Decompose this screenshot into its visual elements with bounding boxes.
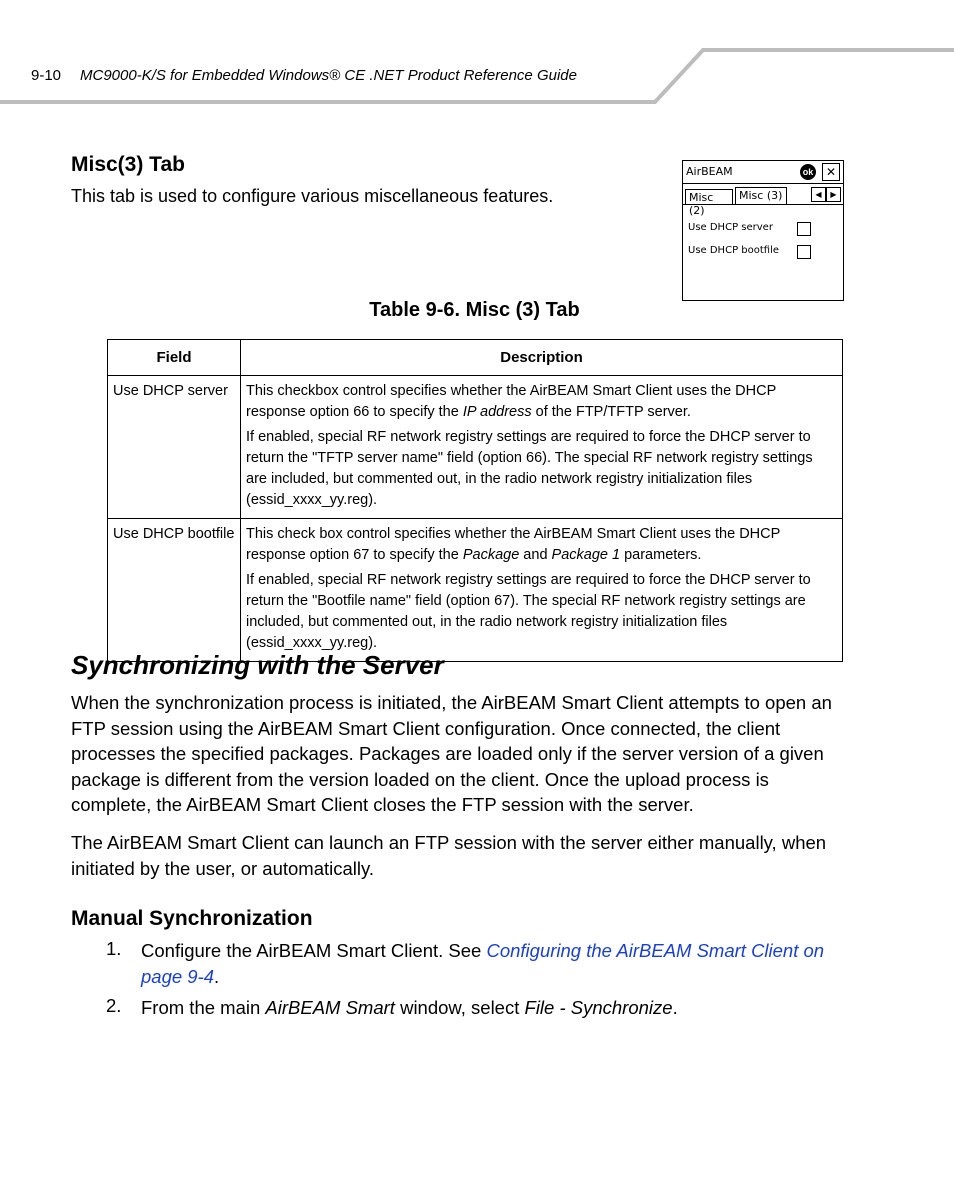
col-header-field: Field bbox=[108, 340, 241, 376]
field-cell: Use DHCP server bbox=[108, 376, 241, 519]
description-emphasis: IP address bbox=[462, 404, 532, 420]
step-text: . bbox=[214, 966, 220, 987]
step-1-number: 1. bbox=[106, 938, 122, 959]
sync-heading: Synchronizing with the Server bbox=[71, 650, 444, 680]
airbeam-misc3-screenshot bbox=[682, 160, 844, 301]
field-cell: Use DHCP bootfile bbox=[108, 519, 241, 662]
arrow-right-icon: ▶ bbox=[826, 187, 841, 202]
description-text: This check box control specifies whether the AirBEAM Smart Client uses the DHCP response option 67 to specify the bbox=[246, 526, 781, 563]
header-rule bbox=[0, 0, 954, 110]
screenshot-tab-misc3: Misc (3) bbox=[735, 187, 787, 204]
table-row bbox=[108, 519, 843, 662]
step-1-text bbox=[141, 938, 851, 990]
step-2-text bbox=[141, 995, 851, 1021]
manual-sync-heading: Manual Synchronization bbox=[71, 907, 313, 930]
guide-title: MC9000-K/S for Embedded Windows® CE .NET Product Reference Guide bbox=[80, 67, 577, 84]
description-paragraph: If enabled, special RF network registry settings are required to force the DHCP server to return the "Bootfile name" field (option 67). The special RF network registry settings are included, but commented out, in the radio network registry initialization files (essid_xxxx_yy.reg). bbox=[246, 572, 811, 651]
config-link[interactable]: Configuring the AirBEAM Smart Client on page 9-4 bbox=[141, 940, 825, 987]
description-emphasis: Package 1 bbox=[551, 547, 621, 563]
description-emphasis: Package bbox=[462, 547, 520, 563]
screenshot-dhcp-bootfile-checkbox bbox=[797, 245, 811, 259]
page-number: 9-10 bbox=[31, 67, 62, 84]
step-text: Configure the AirBEAM Smart Client. See bbox=[141, 940, 487, 961]
step-text: From the main bbox=[141, 997, 266, 1018]
screenshot-window-title: AirBEAM bbox=[686, 165, 733, 178]
step-emphasis: AirBEAM Smart bbox=[265, 997, 395, 1018]
sync-paragraph-1: When the synchronization process is initiated, the AirBEAM Smart Client attempts to open an FTP session using the AirBEAM Smart Client configuration. Once connected, the client processes the specified packages. Packages are loaded only if the server version of a given package is different from the version loaded on the client. Once the upload process is complete, the AirBEAM Smart Client closes the FTP session with the server. bbox=[71, 692, 832, 815]
close-icon: ✕ bbox=[822, 163, 840, 181]
step-text: window, select bbox=[394, 997, 525, 1018]
step-text: . bbox=[672, 997, 678, 1018]
misc-tab-intro: This tab is used to configure various miscellaneous features. bbox=[71, 186, 554, 206]
misc-tab-heading: Misc(3) Tab bbox=[71, 153, 185, 176]
misc3-table bbox=[107, 339, 843, 662]
description-paragraph bbox=[246, 524, 837, 566]
description-text: This checkbox control specifies whether the AirBEAM Smart Client uses the DHCP response option 66 to specify the bbox=[246, 383, 777, 420]
description-cell bbox=[241, 519, 843, 662]
sync-paragraph-2: The AirBEAM Smart Client can launch an FTP session with the server either manually, when initiated by the user, or automatically. bbox=[71, 832, 827, 879]
step-emphasis: File - Synchronize bbox=[524, 997, 673, 1018]
screenshot-tab-misc2: Misc (2) bbox=[685, 189, 733, 204]
arrow-left-icon: ◀ bbox=[811, 187, 826, 202]
description-text: and bbox=[519, 547, 552, 563]
description-paragraph: If enabled, special RF network registry settings are required to force the DHCP server to return the "TFTP server name" field (option 66). The special RF network registry settings are included, but commented out, in the radio network registry initialization files (essid_xxxx_yy.reg). bbox=[246, 429, 813, 508]
description-cell bbox=[241, 376, 843, 519]
screenshot-dhcp-server-label: Use DHCP server bbox=[688, 222, 773, 233]
col-header-description: Description bbox=[241, 340, 843, 376]
screenshot-dhcp-bootfile-label: Use DHCP bootfile bbox=[688, 245, 780, 256]
step-2-number: 2. bbox=[106, 995, 122, 1016]
table-caption: Table 9-6. Misc (3) Tab bbox=[369, 299, 580, 321]
screenshot-tab-scroll bbox=[811, 187, 841, 201]
ok-icon: ok bbox=[800, 164, 816, 180]
description-text: parameters. bbox=[620, 547, 702, 563]
description-text: of the FTP/TFTP server. bbox=[531, 404, 691, 420]
table-row bbox=[108, 376, 843, 519]
screenshot-dhcp-server-checkbox bbox=[797, 222, 811, 236]
screenshot-title-bar bbox=[683, 161, 843, 184]
description-paragraph bbox=[246, 381, 837, 423]
table-header-row bbox=[108, 340, 843, 376]
